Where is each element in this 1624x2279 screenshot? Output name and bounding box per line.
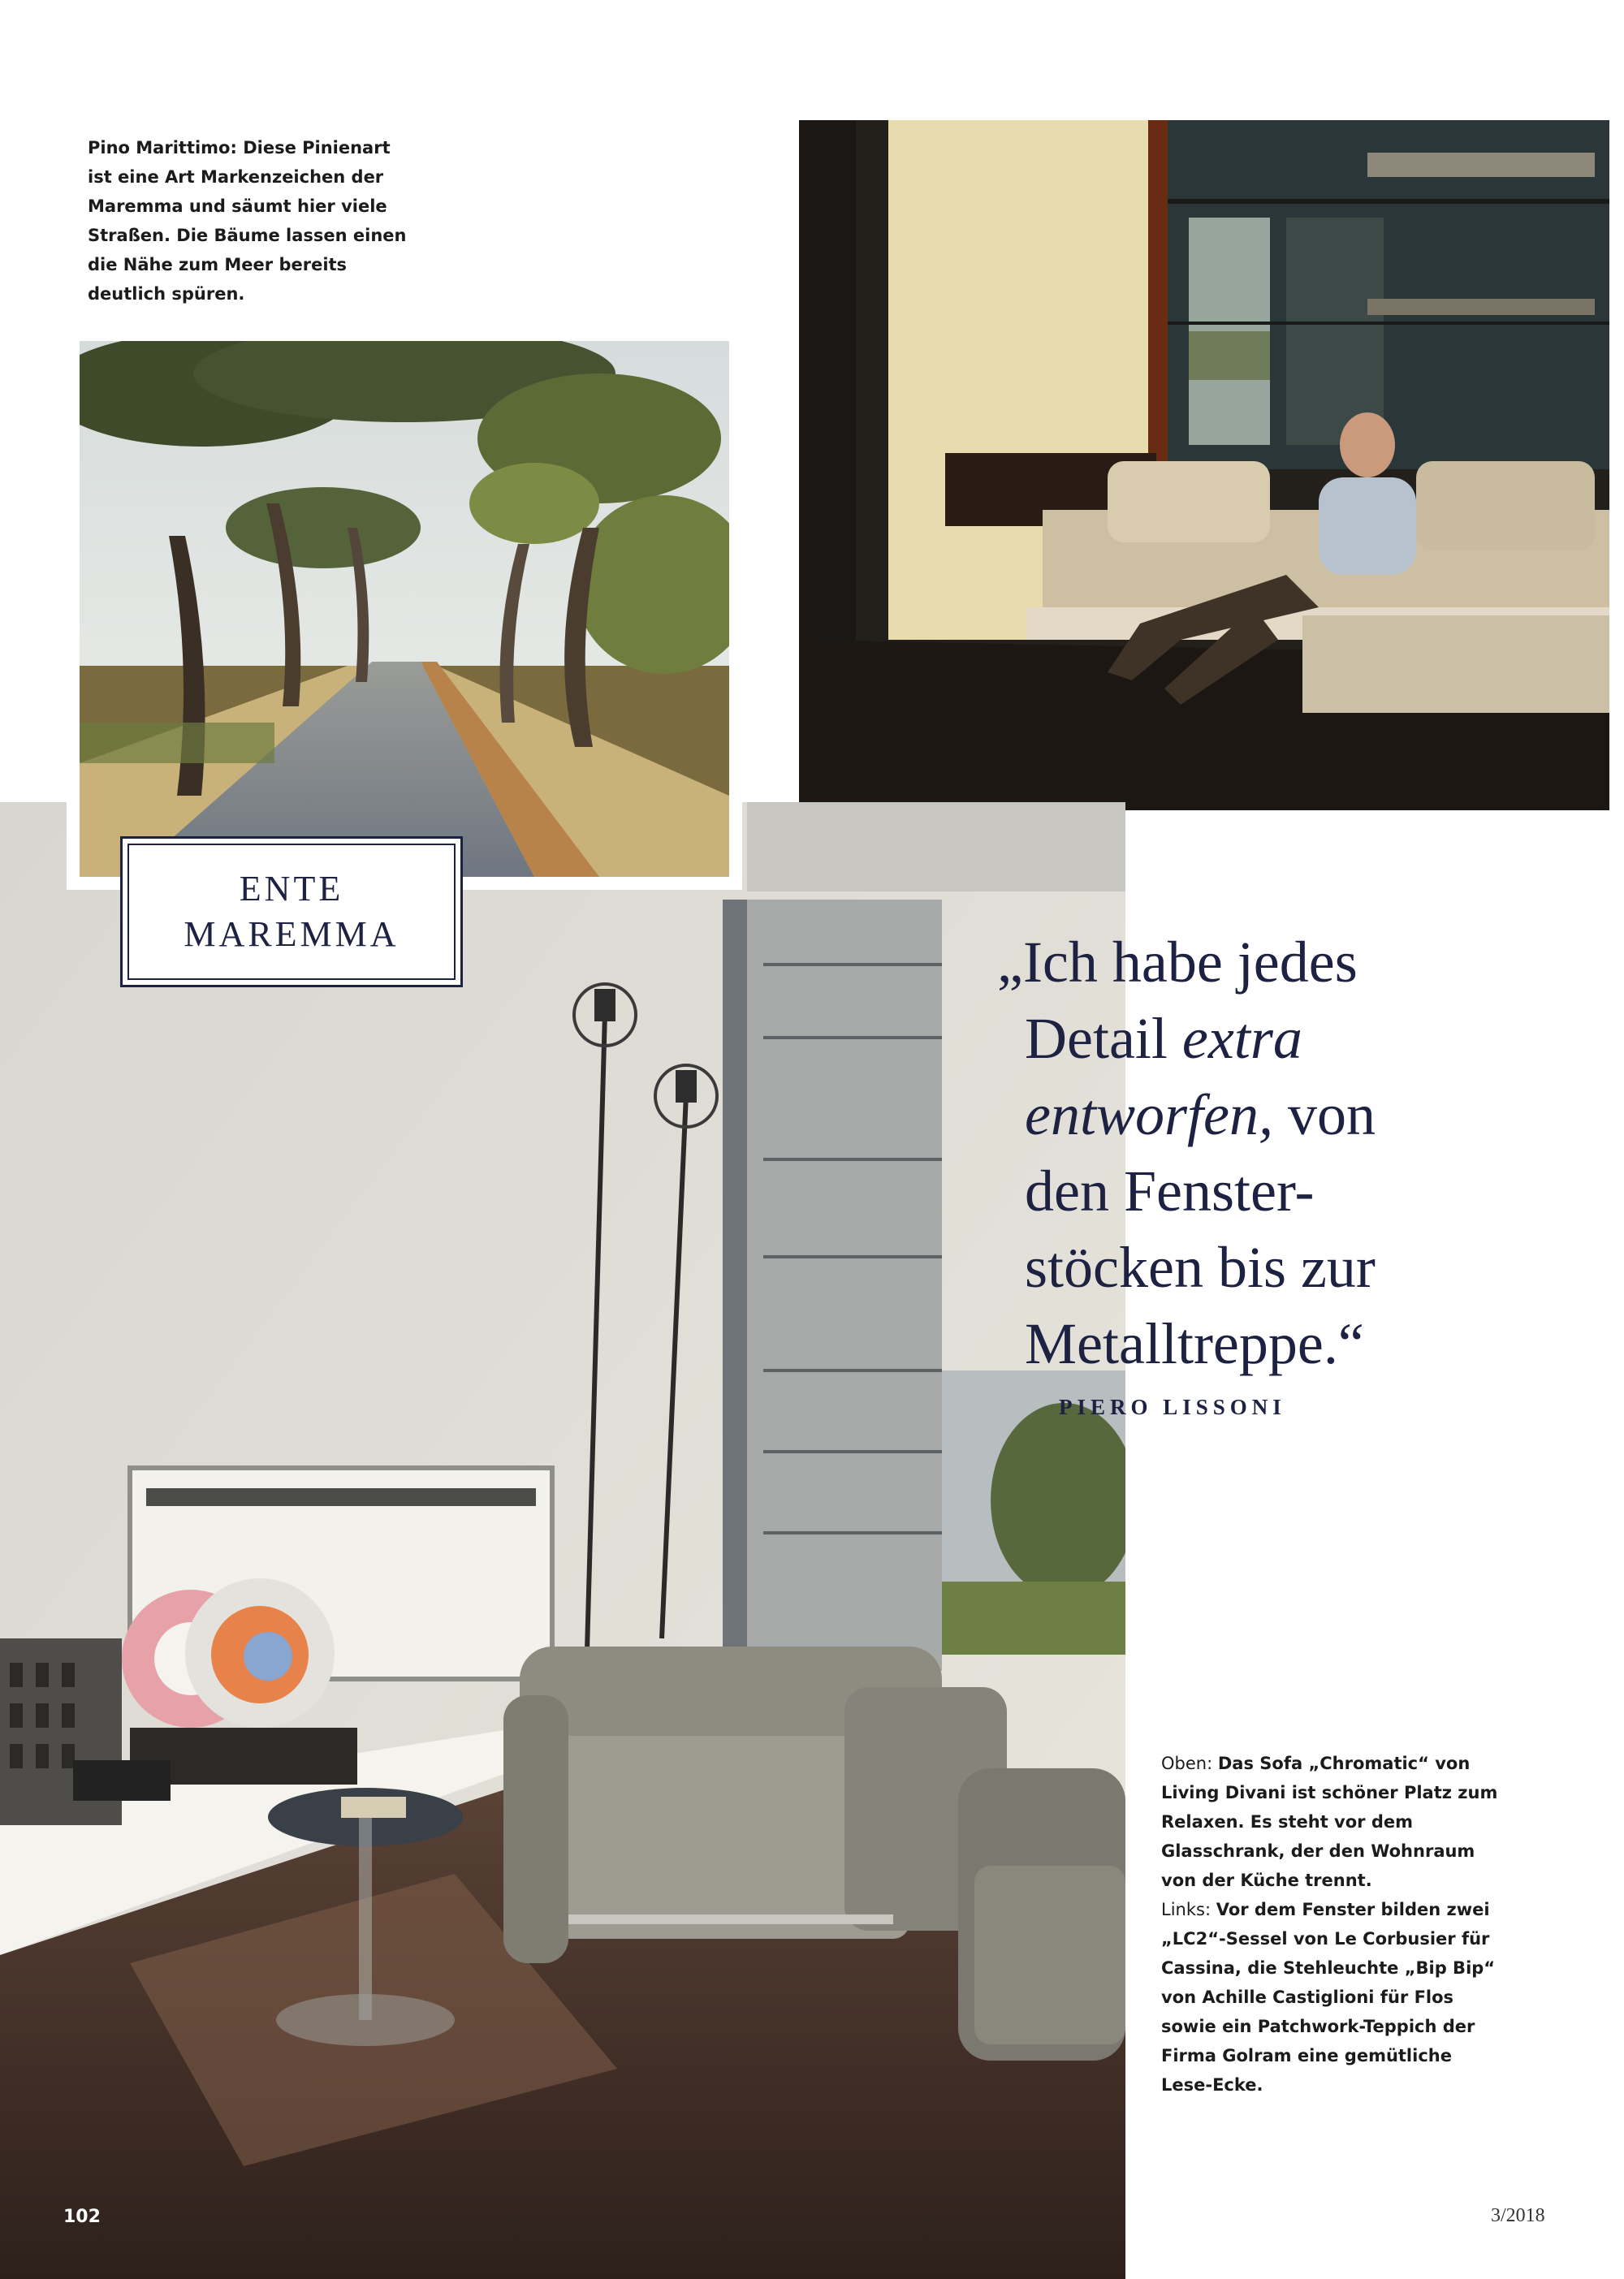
issue-date: 3/2018 (1491, 2205, 1545, 2226)
quote-line-3-italic: entworfen, (1025, 1082, 1273, 1147)
photo-caption-pines: Pino Marittimo: Diese Pinienart ist eine Art Markenzeichen der Maremma und säumt hier viele Straßen. Die Bäume lassen einen die Nähe zum Meer bereits deutlich spüren. (88, 138, 407, 304)
quote-author: PIERO LISSONI (1059, 1395, 1286, 1419)
caption-text-above: Das Sofa „Chromatic“ von Living Divani ist schöner Platz zum Relaxen. Es steht vor dem Glasschrank, der den Wohnraum von der Küche trennt. (1161, 1754, 1498, 1890)
section-label-line1: ENTE (239, 869, 344, 909)
quote-line-2-italic: extra (1181, 1006, 1302, 1071)
caption-text-left: Vor dem Fenster bilden zwei „LC2“-Sessel von Le Corbusier für Cassina, die Stehleuchte „Bip Bip“ von Achille Castiglioni für Flos sowie ein Patchwork-Teppich der Firma Golram eine gemütliche Lese-Ecke. (1161, 1900, 1496, 2095)
photo-pine-avenue (80, 341, 729, 877)
photo-living-room (0, 802, 1125, 2279)
quote-line-4: den Fenster- (1025, 1159, 1315, 1224)
quote-line-1: „Ich habe jedes (997, 930, 1358, 995)
quote-line-5: stöcken bis zur (1025, 1235, 1376, 1300)
pull-quote (997, 924, 1609, 1382)
section-label-line2: MAREMMA (184, 914, 400, 954)
quote-line-2 (1025, 1000, 1609, 1077)
caption-label-left: Links: (1161, 1900, 1212, 1919)
section-label (120, 836, 463, 987)
caption-label-above: Oben: (1161, 1754, 1213, 1773)
quote-line-6: Metalltreppe.“ (1025, 1311, 1364, 1376)
photo-caption-interiors (1161, 1749, 1502, 2100)
quote-line-3 (1025, 1077, 1609, 1153)
quote-line-2-regular: Detail (1025, 1006, 1182, 1071)
quote-line-3-regular: von (1272, 1082, 1376, 1147)
photo-sofa-reading (799, 120, 1609, 810)
page-number: 102 (63, 2207, 101, 2227)
